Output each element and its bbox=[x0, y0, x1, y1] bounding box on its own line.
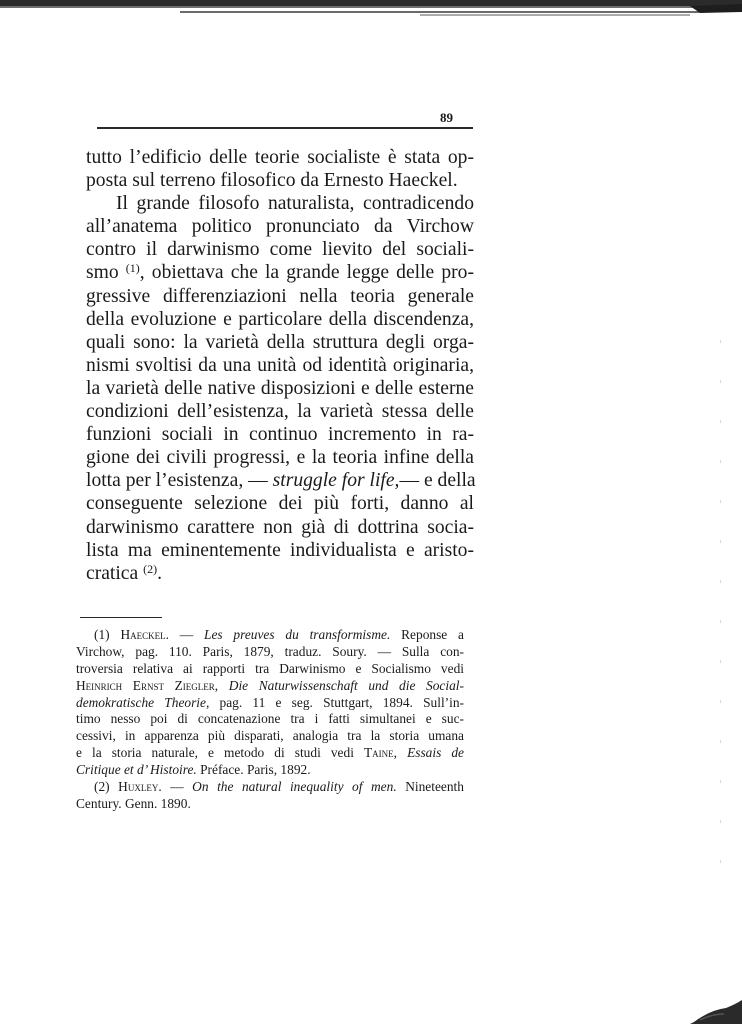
footnote-1-title-2: Die Naturwissenschaft und die Social- bbox=[228, 677, 464, 693]
footnote-1-line: Virchow, pag. 110. Paris, 1879, traduz. Soury. — Sulla con- bbox=[76, 643, 464, 659]
page-number: 89 bbox=[440, 110, 453, 125]
footnote-text: Préface. Paris, 1892. bbox=[196, 762, 311, 778]
body-line: della evoluzione e particolare della discendenza, bbox=[86, 308, 474, 330]
footnote-text: pag. 11 e seg. Stuttgart, 1894. Sull’in- bbox=[209, 694, 464, 710]
body-line: gione dei civili progressi, e la teoria infine della bbox=[86, 447, 474, 469]
footnote-ref-2: (2) bbox=[143, 561, 158, 576]
body-line: nismi svoltisi da una unità od identità originaria, bbox=[86, 354, 474, 376]
footnote-text: e la storia naturale, e metodo di studi vedi bbox=[76, 745, 364, 761]
body-fragment: , obiettava che la grande legge delle pro- bbox=[139, 262, 474, 284]
footnote-1-title-2: demokratische Theorie, bbox=[76, 694, 210, 710]
body-line: Il grande filosofo naturalista, contradicendo bbox=[116, 193, 474, 215]
footnote-1-line bbox=[76, 762, 464, 779]
footnote-ref-1: (1) bbox=[125, 261, 140, 276]
body-text bbox=[86, 146, 474, 585]
footnote-2-title: On the natural inequality of men. bbox=[192, 779, 397, 795]
footnote-2-line: Century. Genn. 1890. bbox=[76, 795, 191, 811]
footnote-1-title-3: Essais de bbox=[407, 745, 464, 761]
scan-corner-debris bbox=[690, 990, 742, 1024]
footnote-text: , bbox=[393, 745, 408, 761]
footnote-2-marker: (2) bbox=[94, 779, 110, 795]
body-fragment: lotta per l’esistenza, — bbox=[86, 470, 268, 492]
footnote-1-line: cessivi, in apparenza più disparati, analogia tra la storia umana bbox=[76, 728, 464, 744]
body-line: lista ma eminentemente individualista e aristo- bbox=[86, 539, 474, 561]
body-line: contro il darwinismo come lievito del sociali- bbox=[86, 239, 474, 261]
scan-edge-top bbox=[0, 0, 742, 20]
body-line: darwinismo carattere non già di dottrina socia- bbox=[86, 516, 474, 538]
footnote-1-title: Les preuves du transformisme. bbox=[204, 627, 391, 642]
footnote-1-line bbox=[76, 627, 464, 644]
body-line: quali sono: la varietà della struttura degli orga- bbox=[86, 331, 474, 353]
footnote-text: Nineteenth bbox=[396, 779, 464, 795]
body-line: tutto l’edificio delle teorie socialiste è stata op- bbox=[86, 147, 474, 168]
body-line: la varietà delle native disposizioni e delle esterne bbox=[86, 377, 474, 399]
footnote-2-author: Huxley. bbox=[118, 779, 162, 795]
footnote-1-line bbox=[76, 745, 464, 762]
body-fragment: smo bbox=[86, 262, 119, 284]
footnote-text: Reponse a bbox=[390, 627, 465, 642]
footnote-1-line bbox=[76, 695, 464, 712]
header-rule bbox=[97, 127, 473, 129]
footnote-2-line bbox=[76, 779, 464, 796]
body-line: all’anatema politico pronunciato da Virchow bbox=[86, 216, 474, 238]
footnote-text: , bbox=[214, 677, 229, 693]
body-line: posta sul terreno filosofico da Ernesto Haeckel. bbox=[86, 170, 458, 192]
footnote-1-author-2: Heinrich Ernst Ziegler bbox=[76, 677, 215, 693]
footnote-1-author-3: Taine bbox=[363, 745, 394, 761]
body-fragment: — e della bbox=[399, 470, 476, 492]
body-line: conseguente selezione dei più forti, danno al bbox=[86, 493, 474, 515]
footnote-dash: — bbox=[161, 779, 193, 795]
footnote-rule bbox=[80, 617, 162, 618]
footnote-1-line: timo nesso poi di concatenazione tra i fatti simultanei e suc- bbox=[76, 711, 464, 727]
footnotes bbox=[76, 627, 464, 813]
body-italic: struggle for life, bbox=[272, 470, 400, 492]
body-fragment: cratica bbox=[86, 562, 139, 584]
footnote-1-title-3: Critique et d’ Histoire. bbox=[76, 762, 197, 778]
footnote-1-author: Haeckel. bbox=[120, 627, 169, 642]
body-line: funzioni sociali in continuo incremento in ra- bbox=[86, 424, 474, 446]
body-line bbox=[86, 562, 474, 585]
body-line: gressive differenziazioni nella teoria generale bbox=[86, 285, 474, 307]
footnote-1-line bbox=[76, 678, 464, 695]
scan-streak bbox=[720, 340, 721, 880]
footnote-1-marker: (1) bbox=[94, 627, 110, 642]
footnote-1-line: troversia relativa ai rapporti tra Darwinismo e Socialismo vedi bbox=[76, 660, 464, 676]
body-line bbox=[86, 469, 474, 492]
footnote-dash: — bbox=[168, 627, 204, 642]
body-line bbox=[86, 261, 474, 284]
body-fragment: . bbox=[157, 562, 163, 584]
body-line: condizioni dell’esistenza, la varietà stessa delle bbox=[86, 401, 474, 423]
